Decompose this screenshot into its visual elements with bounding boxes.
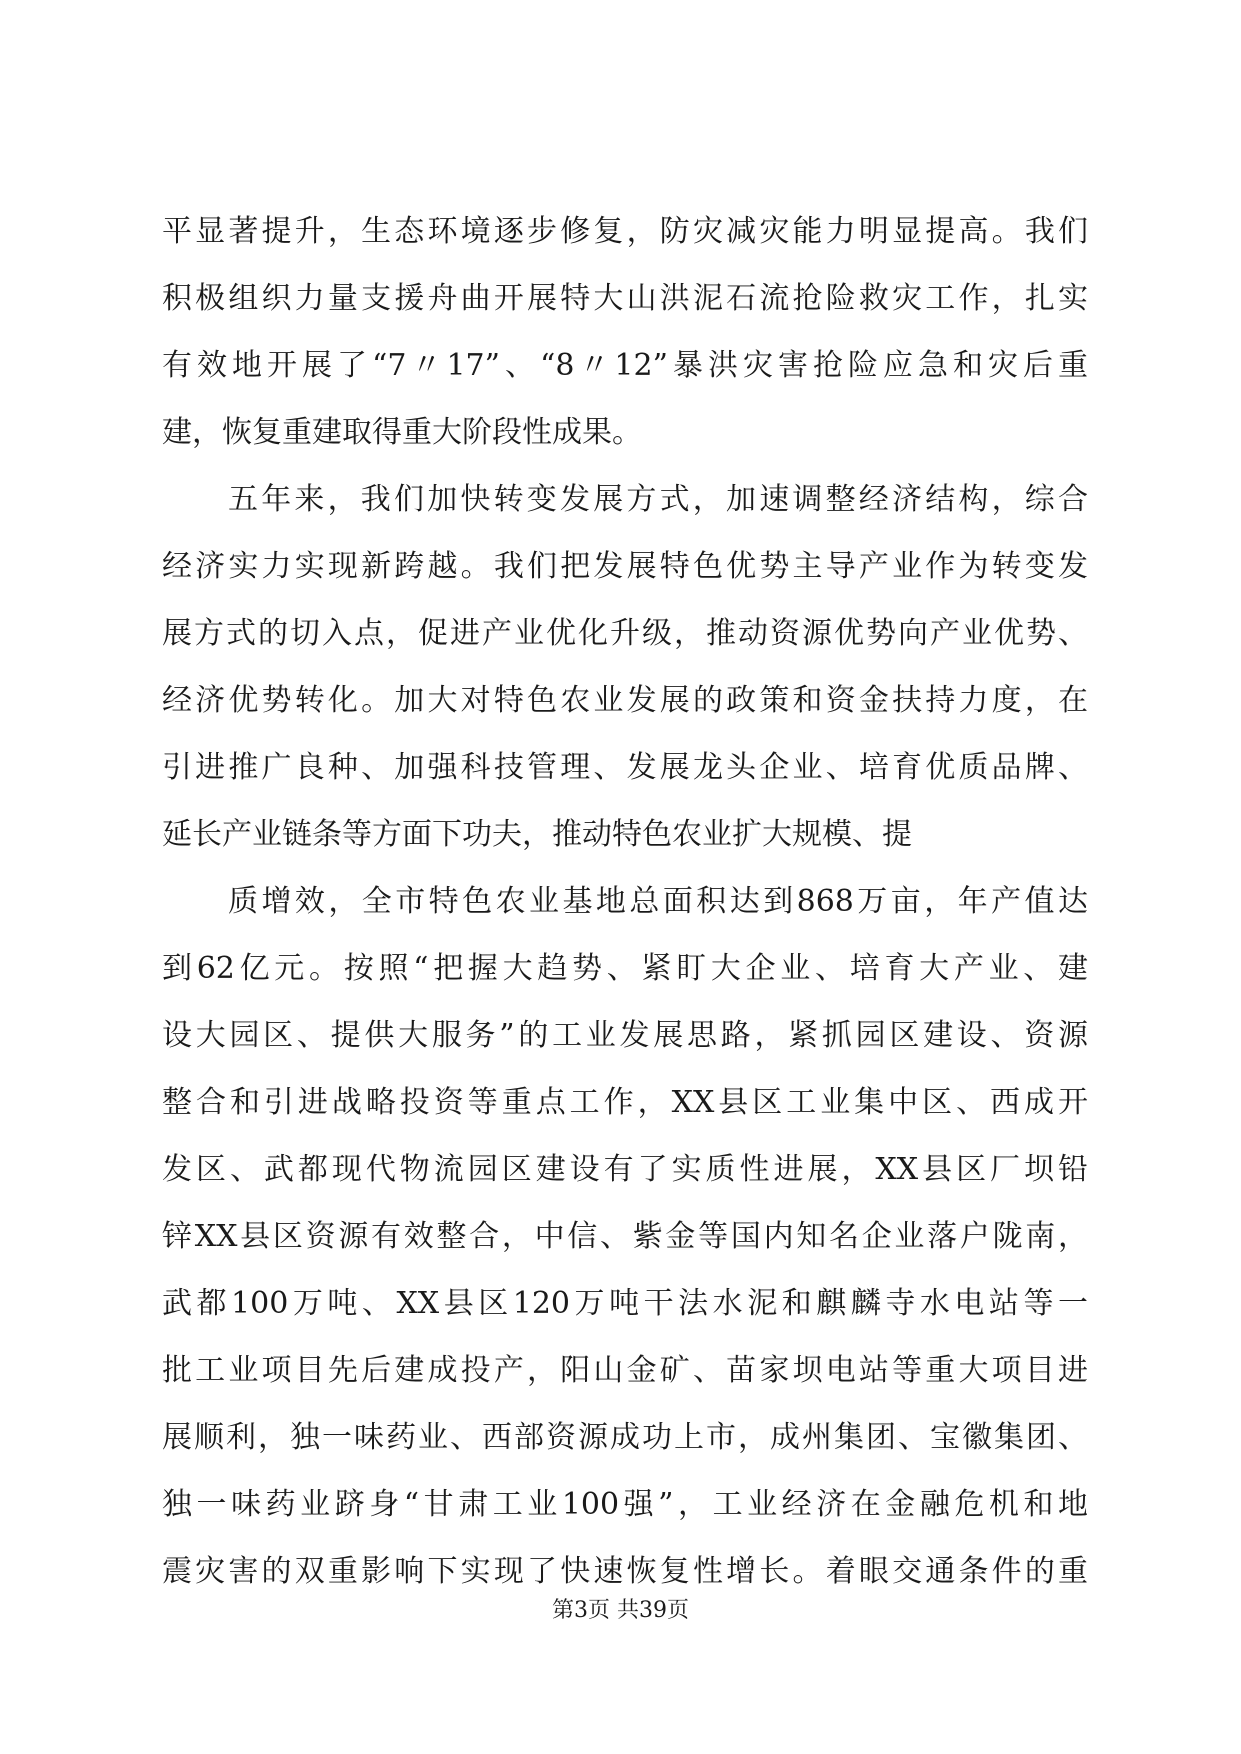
text-line: 有效地开展了“7〃17”、“8〃12”暴洪灾害抢险应急和灾后重 <box>162 348 1088 383</box>
text-line: 平显著提升，生态环境逐步修复，防灾减灾能力明显提高。我们 <box>162 214 1088 249</box>
text-line: 整合和引进战略投资等重点工作，XX县区工业集中区、西成开 <box>162 1085 1088 1120</box>
text-line: 积极组织力量支援舟曲开展特大山洪泥石流抢险救灾工作，扎实 <box>162 281 1088 316</box>
text-line: 展方式的切入点，促进产业优化升级，推动资源优势向产业优势、 <box>162 616 1088 651</box>
text-line: 锌XX县区资源有效整合，中信、紫金等国内知名企业落户陇南， <box>162 1219 1088 1254</box>
text-line: 质增效，全市特色农业基地总面积达到868万亩，年产值达 <box>228 884 1088 919</box>
text-line: 发区、武都现代物流园区建设有了实质性进展，XX县区厂坝铅 <box>162 1152 1088 1187</box>
page-footer: 第3页 共39页 <box>552 1598 689 1623</box>
text-line: 设大园区、提供大服务”的工业发展思路，紧抓园区建设、资源 <box>162 1018 1088 1053</box>
text-line: 武都100万吨、XX县区120万吨干法水泥和麒麟寺水电站等一 <box>162 1286 1088 1321</box>
text-line: 五年来，我们加快转变发展方式，加速调整经济结构，综合 <box>228 482 1088 517</box>
text-line: 经济优势转化。加大对特色农业发展的政策和资金扶持力度，在 <box>162 683 1088 718</box>
text-line: 延长产业链条等方面下功夫，推动特色农业扩大规模、提 <box>162 817 912 852</box>
text-line: 震灾害的双重影响下实现了快速恢复性增长。着眼交通条件的重 <box>162 1554 1088 1589</box>
text-line: 建，恢复重建取得重大阶段性成果。 <box>162 415 642 450</box>
text-line: 到62亿元。按照“把握大趋势、紧盯大企业、培育大产业、建 <box>162 951 1088 986</box>
text-line: 独一味药业跻身“甘肃工业100强”，工业经济在金融危机和地 <box>162 1487 1088 1522</box>
text-line: 引进推广良种、加强科技管理、发展龙头企业、培育优质品牌、 <box>162 750 1088 785</box>
text-line: 经济实力实现新跨越。我们把发展特色优势主导产业作为转变发 <box>162 549 1088 584</box>
text-line: 批工业项目先后建成投产，阳山金矿、苗家坝电站等重大项目进 <box>162 1353 1088 1388</box>
body-text <box>162 198 1088 1605</box>
text-line: 展顺利，独一味药业、西部资源成功上市，成州集团、宝徽集团、 <box>162 1420 1088 1455</box>
